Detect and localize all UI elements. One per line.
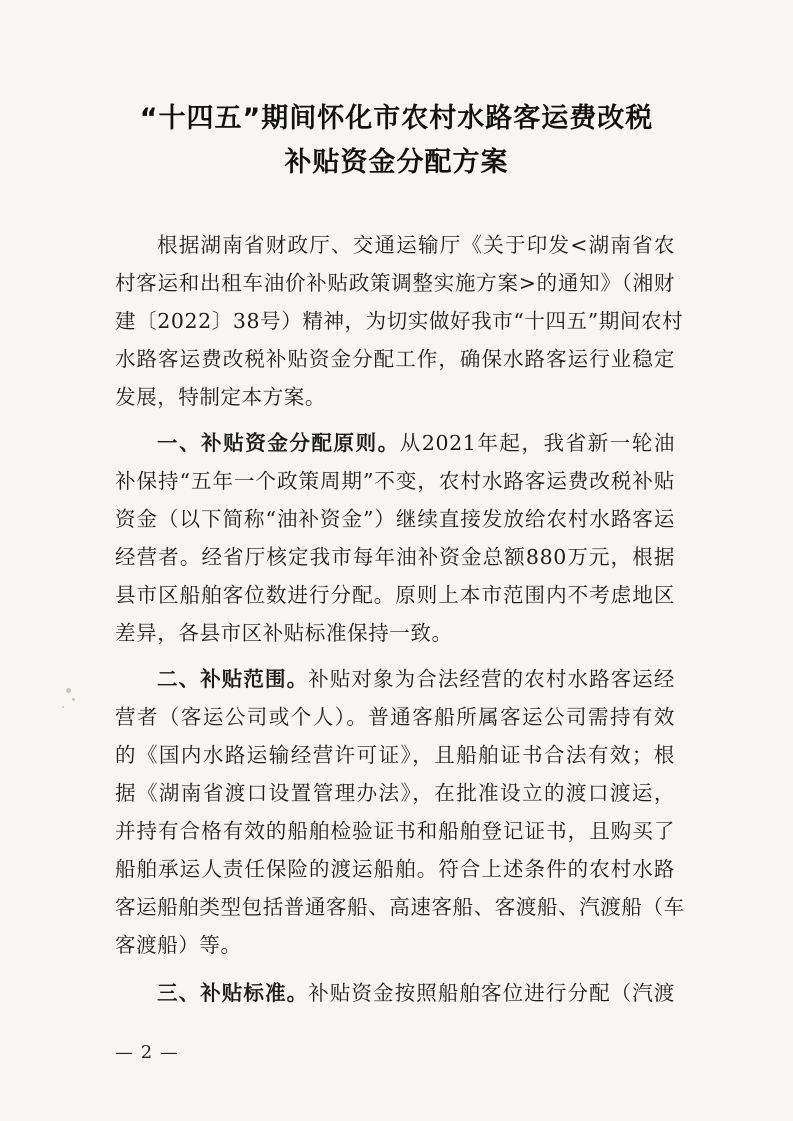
- document-title-line-1: “十四五”期间怀化市农村水路客运费改税: [139, 103, 654, 134]
- section-3-heading: 三、补贴标准。: [157, 981, 309, 1005]
- section-3-first-line: [157, 976, 675, 1006]
- body-line: 县市区船舶客位数进行分配。原则上本市范围内不考虑地区: [115, 583, 675, 607]
- body-line: 据《湖南省渡口设置管理办法》，在批准设立的渡口渡运，: [115, 781, 675, 805]
- document-title-line-2: 补贴资金分配方案: [284, 147, 509, 178]
- scan-speck: [72, 698, 75, 701]
- body-line: 发展，特制定本方案。: [115, 385, 326, 409]
- section-1-first-line: [157, 426, 675, 456]
- scan-speck: [62, 706, 64, 708]
- body-line: 营者（客运公司或个人）。普通客船所属客运公司需持有效: [115, 705, 675, 729]
- body-line: 经营者。经省厅核定我市每年油补资金总额880万元，根据: [115, 545, 675, 569]
- body-line: 差异，各县市区补贴标准保持一致。: [115, 621, 453, 645]
- body-line: 村客运和出租车油价补贴政策调整实施方案>的通知》（湘财: [115, 271, 675, 295]
- section-3-first-line-rest: 补贴资金按照船舶客位进行分配（汽渡: [308, 981, 675, 1005]
- body-line: 并持有合格有效的船舶检验证书和船舶登记证书，且购买了: [115, 819, 675, 843]
- body-line: 资金（以下简称“油补资金”）继续直接发放给农村水路客运: [115, 507, 675, 531]
- body-line: 客渡船）等。: [115, 933, 242, 957]
- section-1-heading: 一、补贴资金分配原则。: [157, 431, 400, 455]
- body-line: 水路客运费改税补贴资金分配工作，确保水路客运行业稳定: [115, 347, 675, 371]
- section-1-first-line-rest: 从2021年起，我省新一轮油: [399, 431, 675, 455]
- page-number: — 2 —: [115, 1042, 179, 1063]
- body-line: 的《国内水路运输经营许可证》，且船舶证书合法有效；根: [115, 743, 675, 767]
- body-line: 客运船舶类型包括普通客船、高速客船、客渡船、汽渡船（车: [115, 895, 685, 919]
- section-2-first-line-rest: 补贴对象为合法经营的农村水路客运经: [308, 667, 675, 691]
- scan-speck: [66, 688, 71, 693]
- body-line: 建〔2022〕38号）精神，为切实做好我市“十四五”期间农村: [115, 309, 684, 333]
- body-line: 根据湖南省财政厅、交通运输厅《关于印发<湖南省农: [157, 233, 675, 257]
- body-line: 补保持“五年一个政策周期”不变，农村水路客运费改税补贴: [115, 469, 675, 493]
- section-2-first-line: [157, 662, 675, 692]
- body-line: 船舶承运人责任保险的渡运船舶。符合上述条件的农村水路: [115, 857, 675, 881]
- section-2-heading: 二、补贴范围。: [157, 667, 309, 691]
